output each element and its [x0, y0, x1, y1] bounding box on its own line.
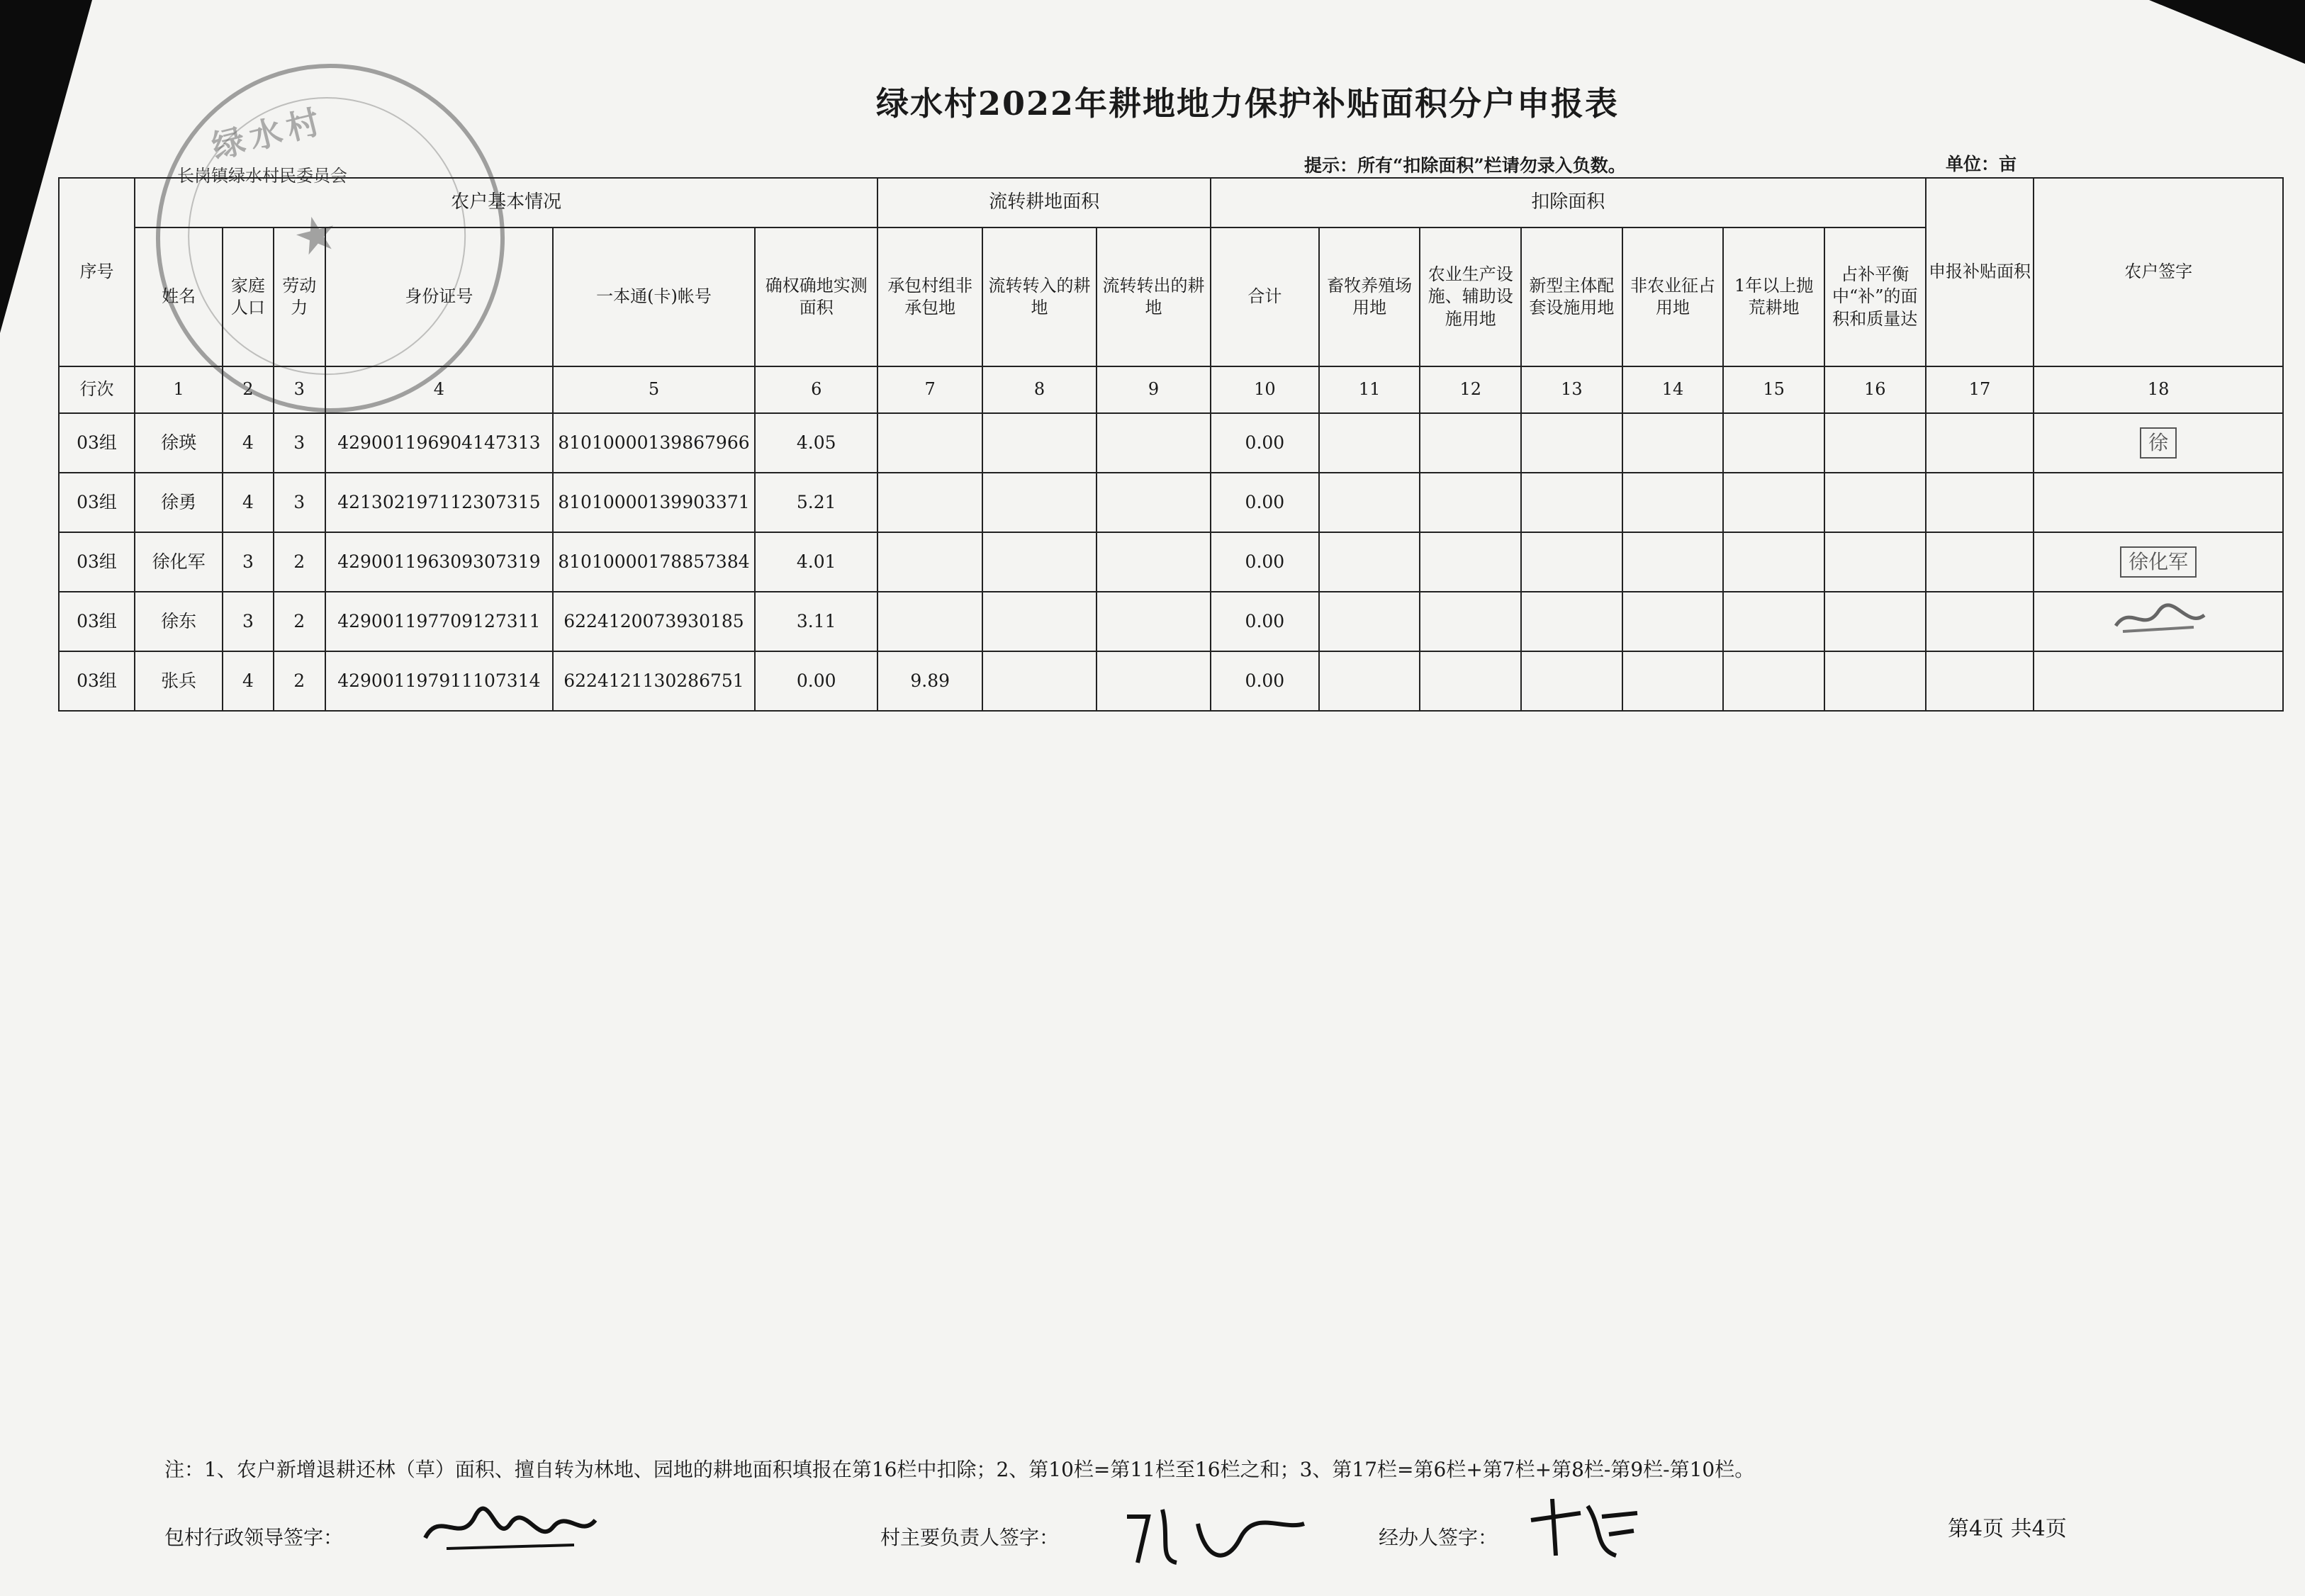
- empty-cell: [1824, 413, 1926, 473]
- col-num: 13: [1521, 366, 1622, 413]
- empty-cell: [1420, 592, 1521, 651]
- table-row: [59, 532, 2283, 592]
- total-cell: 0.00: [1211, 413, 1319, 473]
- account-cell: 81010000139867966: [553, 413, 755, 473]
- handler-signature-label: 经办人签字：: [1379, 1526, 1498, 1549]
- col-num: 9: [1097, 366, 1211, 413]
- empty-cell: [1319, 651, 1420, 711]
- labor-cell: 3: [274, 473, 325, 532]
- family-cell: 4: [223, 651, 273, 711]
- contracted-cell: [877, 592, 982, 651]
- area-cell: 4.01: [755, 532, 877, 592]
- name-cell: 徐化军: [135, 532, 223, 592]
- table-row: [59, 473, 2283, 532]
- id-cell: 429001197709127311: [325, 592, 553, 651]
- col-num: 18: [2034, 366, 2283, 413]
- col-num: 10: [1211, 366, 1319, 413]
- empty-cell: [1420, 651, 1521, 711]
- group-cell: 03组: [59, 651, 135, 711]
- col-num: 12: [1420, 366, 1521, 413]
- total-header: 合计: [1211, 227, 1319, 366]
- account-header: 一本通(卡)帐号: [553, 227, 755, 366]
- empty-cell: [1097, 651, 1211, 711]
- empty-cell: [1420, 473, 1521, 532]
- total-cell: 0.00: [1211, 592, 1319, 651]
- empty-cell: [1723, 413, 1824, 473]
- handwritten-signature: [2102, 597, 2215, 640]
- total-cell: 0.00: [1211, 651, 1319, 711]
- page-number: 第4页 共4页: [1948, 1517, 2067, 1541]
- contracted-cell: 9.89: [877, 651, 982, 711]
- id-cell: 429001196309307319: [325, 532, 553, 592]
- empty-cell: [1723, 532, 1824, 592]
- footnote: 注：1、农户新增退耕还林（草）面积、擅自转为林地、园地的耕地面积填报在第16栏中扣除；2、第10栏=第11栏至16栏之和；3、第17栏=第6栏+第7栏+第8栏-第9栏-第10栏。: [164, 1458, 1755, 1481]
- contracted-cell: [877, 532, 982, 592]
- id-cell: 429001197911107314: [325, 651, 553, 711]
- labor-header: 劳动力: [274, 227, 325, 366]
- labor-cell: 2: [274, 651, 325, 711]
- family-header: 家庭人口: [223, 227, 273, 366]
- area-cell: 4.05: [755, 413, 877, 473]
- empty-cell: [1319, 532, 1420, 592]
- empty-cell: [1097, 532, 1211, 592]
- name-cell: 徐东: [135, 592, 223, 651]
- col-num: 16: [1824, 366, 1926, 413]
- row-index-label: 行次: [59, 366, 135, 413]
- empty-cell: [982, 532, 1097, 592]
- empty-cell: [1824, 651, 1926, 711]
- column-number-row: [59, 366, 2283, 413]
- empty-cell: [1521, 532, 1622, 592]
- group-cell: 03组: [59, 592, 135, 651]
- empty-cell: [982, 413, 1097, 473]
- labor-cell: 3: [274, 413, 325, 473]
- leader-signature: [418, 1495, 602, 1559]
- col-num: 6: [755, 366, 877, 413]
- col-num: 11: [1319, 366, 1420, 413]
- empty-cell: [982, 651, 1097, 711]
- signature-stamp: 徐: [2140, 427, 2177, 459]
- table-row: [59, 651, 2283, 711]
- empty-cell: [1097, 413, 1211, 473]
- signature-cell: [2034, 473, 2283, 532]
- empty-cell: [1926, 592, 2034, 651]
- labor-cell: 2: [274, 532, 325, 592]
- leader-signature-label: 包村行政领导签字：: [164, 1526, 344, 1549]
- empty-cell: [1319, 592, 1420, 651]
- family-cell: 3: [223, 532, 273, 592]
- group-cell: 03组: [59, 413, 135, 473]
- transfer-in-header: 流转转入的耕地: [982, 227, 1097, 366]
- official-seal: ★ 绿水村: [119, 27, 542, 449]
- livestock-header: 畜牧养殖场用地: [1319, 227, 1420, 366]
- family-cell: 4: [223, 473, 273, 532]
- balance-header: 占补平衡中“补”的面积和质量达: [1824, 227, 1926, 366]
- hint-text: 提示：所有“扣除面积”栏请勿录入负数。: [1304, 155, 1626, 176]
- empty-cell: [1420, 532, 1521, 592]
- name-cell: 张兵: [135, 651, 223, 711]
- col-num: 14: [1622, 366, 1724, 413]
- col-num: 5: [553, 366, 755, 413]
- empty-cell: [1521, 413, 1622, 473]
- empty-cell: [1420, 413, 1521, 473]
- non-agri-header: 非农业征占用地: [1622, 227, 1724, 366]
- serial-header: 序号: [59, 178, 135, 366]
- signature-cell: [2034, 413, 2283, 473]
- signature-cell: [2034, 651, 2283, 711]
- empty-cell: [1926, 651, 2034, 711]
- transfer-header: 流转耕地面积: [877, 178, 1211, 227]
- empty-cell: [1319, 473, 1420, 532]
- col-num: 8: [982, 366, 1097, 413]
- scan-shadow-right: [2149, 0, 2305, 64]
- empty-cell: [1622, 413, 1724, 473]
- name-cell: 徐勇: [135, 473, 223, 532]
- abandoned-header: 1年以上抛荒耕地: [1723, 227, 1824, 366]
- empty-cell: [1622, 473, 1724, 532]
- group-cell: 03组: [59, 473, 135, 532]
- empty-cell: [1926, 532, 2034, 592]
- total-cell: 0.00: [1211, 473, 1319, 532]
- contracted-header: 承包村组非承包地: [877, 227, 982, 366]
- empty-cell: [1097, 473, 1211, 532]
- empty-cell: [1824, 532, 1926, 592]
- signature-stamp: 徐化军: [2120, 546, 2197, 578]
- new-entity-header: 新型主体配套设施用地: [1521, 227, 1622, 366]
- deduct-header: 扣除面积: [1211, 178, 1926, 227]
- signature-header: 农户签字: [2034, 178, 2283, 366]
- empty-cell: [1622, 592, 1724, 651]
- col-num: 1: [135, 366, 223, 413]
- id-cell: 429001196904147313: [325, 413, 553, 473]
- basic-info-header: 农户基本情况: [135, 178, 877, 227]
- col-num: 2: [223, 366, 273, 413]
- subsidy-table: [58, 177, 2284, 712]
- contracted-cell: [877, 413, 982, 473]
- account-cell: 6224120073930185: [553, 592, 755, 651]
- confirmed-area-header: 确权确地实测面积: [755, 227, 877, 366]
- empty-cell: [982, 592, 1097, 651]
- account-cell: 6224121130286751: [553, 651, 755, 711]
- empty-cell: [1723, 651, 1824, 711]
- contracted-cell: [877, 473, 982, 532]
- signature-cell: [2034, 532, 2283, 592]
- table-row: [59, 413, 2283, 473]
- table-row: [59, 592, 2283, 651]
- head-signature-label: 村主要负责人签字：: [880, 1526, 1060, 1549]
- area-cell: 0.00: [755, 651, 877, 711]
- col-num: 4: [325, 366, 553, 413]
- handler-signature: [1524, 1492, 1644, 1563]
- empty-cell: [1097, 592, 1211, 651]
- id-cell: 421302197112307315: [325, 473, 553, 532]
- signature-cell: [2034, 592, 2283, 651]
- family-cell: 4: [223, 413, 273, 473]
- head-signature: [1120, 1495, 1311, 1573]
- empty-cell: [1319, 413, 1420, 473]
- empty-cell: [1824, 592, 1926, 651]
- account-cell: 81010000178857384: [553, 532, 755, 592]
- document-title: 绿水村2022年耕地地力保护补贴面积分户申报表: [875, 84, 1620, 123]
- transfer-out-header: 流转转出的耕地: [1097, 227, 1211, 366]
- col-num: 7: [877, 366, 982, 413]
- empty-cell: [1521, 473, 1622, 532]
- empty-cell: [1723, 473, 1824, 532]
- agri-facility-header: 农业生产设施、辅助设施用地: [1420, 227, 1521, 366]
- empty-cell: [1723, 592, 1824, 651]
- family-cell: 3: [223, 592, 273, 651]
- group-cell: 03组: [59, 532, 135, 592]
- empty-cell: [1824, 473, 1926, 532]
- id-header: 身份证号: [325, 227, 553, 366]
- name-cell: 徐瑛: [135, 413, 223, 473]
- labor-cell: 2: [274, 592, 325, 651]
- empty-cell: [1622, 532, 1724, 592]
- area-cell: 5.21: [755, 473, 877, 532]
- empty-cell: [1622, 651, 1724, 711]
- col-num: 17: [1926, 366, 2034, 413]
- org-label: 长岗镇绿水村民委员会: [177, 166, 347, 186]
- col-num: 15: [1723, 366, 1824, 413]
- unit-label: 单位：亩: [1946, 154, 2017, 174]
- total-cell: 0.00: [1211, 532, 1319, 592]
- col-num: 3: [274, 366, 325, 413]
- name-header: 姓名: [135, 227, 223, 366]
- empty-cell: [1521, 592, 1622, 651]
- empty-cell: [1926, 413, 2034, 473]
- empty-cell: [1926, 473, 2034, 532]
- empty-cell: [982, 473, 1097, 532]
- declared-area-header: 申报补贴面积: [1926, 178, 2034, 366]
- area-cell: 3.11: [755, 592, 877, 651]
- empty-cell: [1521, 651, 1622, 711]
- account-cell: 81010000139903371: [553, 473, 755, 532]
